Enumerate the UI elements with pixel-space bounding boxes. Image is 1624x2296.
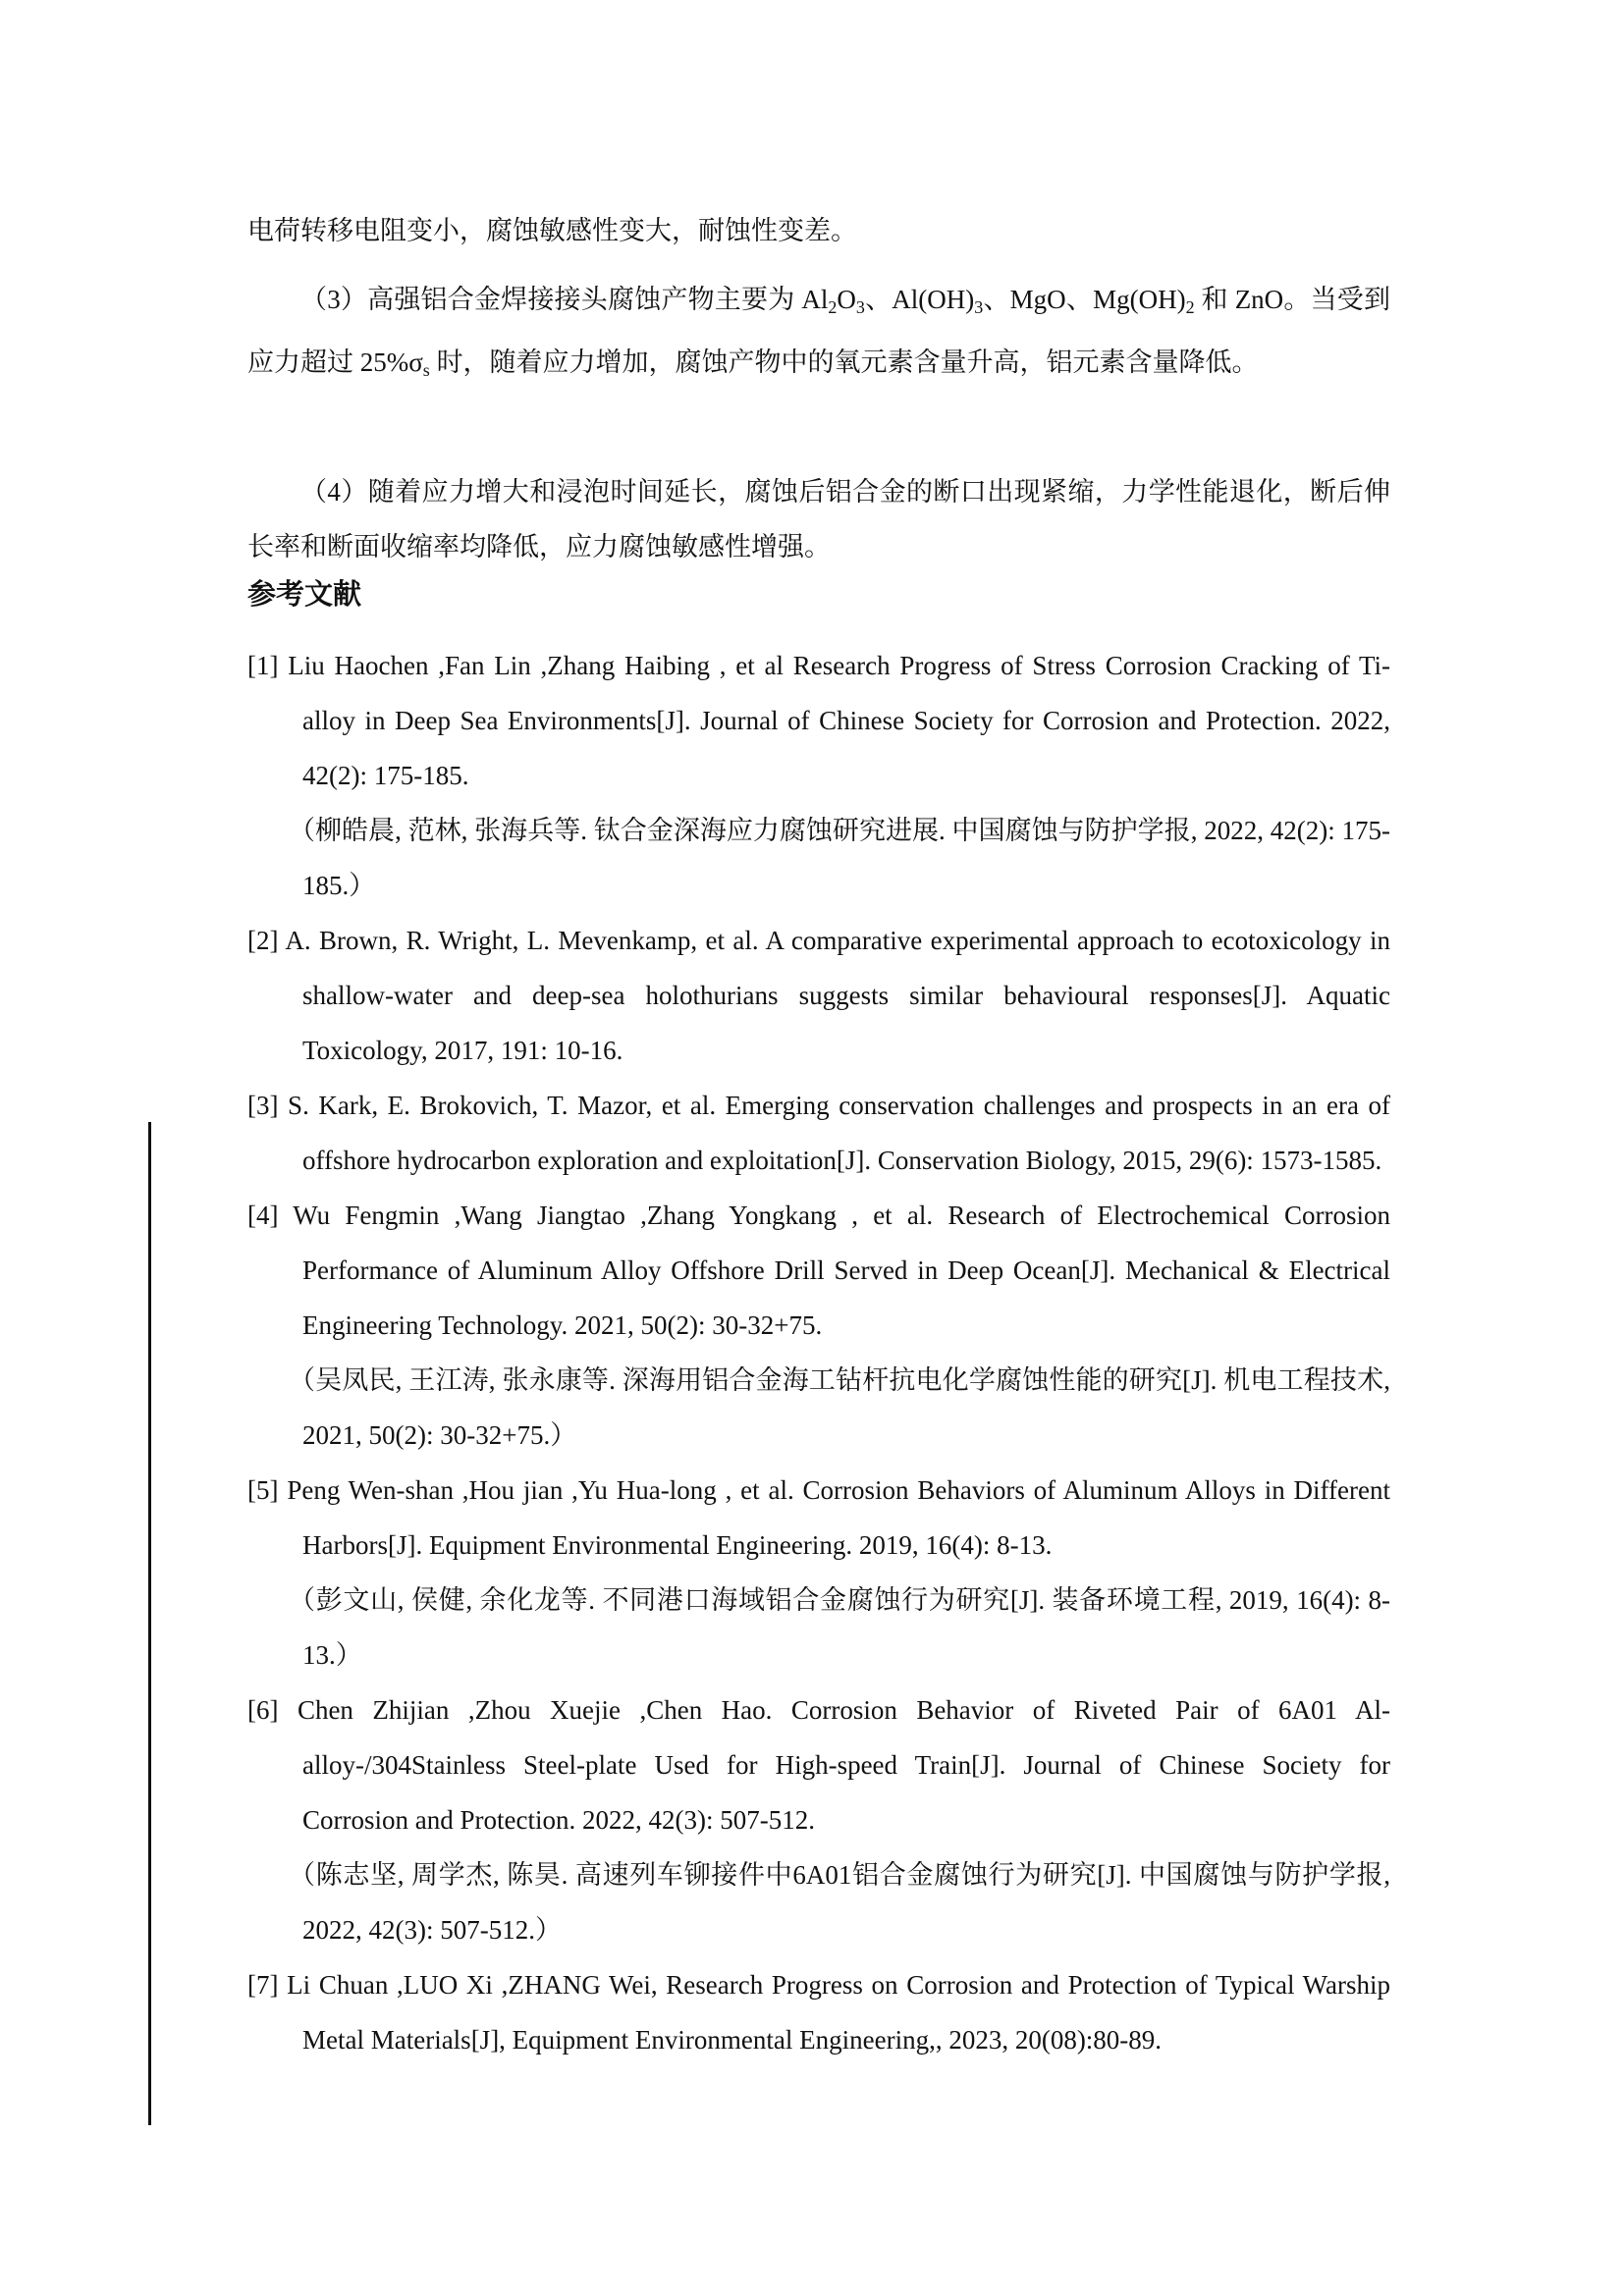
reference-item-translation: （柳皓晨, 范林, 张海兵等. 钛合金深海应力腐蚀研究进展. 中国腐蚀与防护学报, 2022, 42(2): 175-185.） xyxy=(289,816,1390,900)
para3-text: 时，随着应力增加，腐蚀产物中的氧元素含量升高，铝元素含量降低。 xyxy=(429,347,1259,377)
reference-item: [7] Li Chuan ,LUO Xi ,ZHANG Wei, Research Progress on Corrosion and Protection of Typical Warship Metal Materials[J], Equipment Environmental Engineering,, 2023, 20(08):80-89. xyxy=(247,1970,1390,2055)
subscript: s xyxy=(422,360,430,380)
change-bar xyxy=(148,1122,151,2125)
reference-list xyxy=(247,638,1390,2067)
body-paragraph-conclusion-3 xyxy=(247,272,1390,398)
reference-item-translation: （彭文山, 侯健, 余化龙等. 不同港口海域铝合金腐蚀行为研究[J]. 装备环境工程, 2019, 16(4): 8-13.） xyxy=(289,1585,1390,1670)
reference-item-translation: （陈志坚, 周学杰, 陈昊. 高速列车铆接件中6A01铝合金腐蚀行为研究[J]. 中国腐蚀与防护学报, 2022, 42(3): 507-512.） xyxy=(289,1860,1390,1945)
para3-text: 、Al(OH) xyxy=(864,285,975,314)
reference-item-translation: （吴凤民, 王江涛, 张永康等. 深海用铝合金海工钻杆抗电化学腐蚀性能的研究[J]. 机电工程技术, 2021, 50(2): 30-32+75.） xyxy=(289,1365,1390,1450)
reference-item: [3] S. Kark, E. Brokovich, T. Mazor, et al. Emerging conservation challenges and prospects in an era of offshore hydrocarbon exploration and exploitation[J]. Conservation Biology, 2015, 29(6): 1573-1585. xyxy=(247,1091,1390,1175)
para3-text: O xyxy=(837,285,856,314)
subscript: 3 xyxy=(855,297,865,317)
reference-item: [6] Chen Zhijian ,Zhou Xuejie ,Chen Hao. Corrosion Behavior of Riveted Pair of 6A01 Al-alloy-/304Stainless Steel-plate Used for High-speed Train[J]. Journal of Chinese Society for Corrosion and Protection. 2022, 42(3): 507-512. xyxy=(247,1695,1390,1835)
reference-item: [2] A. Brown, R. Wright, L. Mevenkamp, et al. A comparative experimental approach to ecotoxicology in shallow-water and deep-sea holothurians suggests similar behavioural responses[J]. Aquatic Toxicology, 2017, 191: 10-16. xyxy=(247,926,1390,1065)
body-paragraph-continuation: 电荷转移电阻变小，腐蚀敏感性变大，耐蚀性变差。 xyxy=(247,216,857,245)
reference-item: [5] Peng Wen-shan ,Hou jian ,Yu Hua-long , et al. Corrosion Behaviors of Aluminum Alloys in Different Harbors[J]. Equipment Environmental Engineering. 2019, 16(4): 8-13. xyxy=(247,1475,1390,1560)
reference-item: [4] Wu Fengmin ,Wang Jiangtao ,Zhang Yongkang , et al. Research of Electrochemical Corrosion Performance of Aluminum Alloy Offshore Drill Served in Deep Ocean[J]. Mechanical & Electrical Engineering Technology. 2021, 50(2): 30-32+75. xyxy=(247,1201,1390,1340)
references-heading: 参考文献 xyxy=(247,577,362,611)
subscript: 3 xyxy=(974,297,984,317)
para3-text: 、MgO、Mg(OH) xyxy=(983,285,1186,314)
subscript: 2 xyxy=(828,297,838,317)
subscript: 2 xyxy=(1185,297,1195,317)
body-paragraph-conclusion-4: （4）随着应力增大和浸泡时间延长，腐蚀后铝合金的断口出现紧缩，力学性能退化，断后伸长率和断面收缩率均降低，应力腐蚀敏感性增强。 xyxy=(247,477,1390,561)
para3-text: （3）高强铝合金焊接接头腐蚀产物主要为 Al xyxy=(300,285,829,314)
reference-item: [1] Liu Haochen ,Fan Lin ,Zhang Haibing , et al Research Progress of Stress Corrosion Cracking of Ti-alloy in Deep Sea Environments[J]. Journal of Chinese Society for Corrosion and Protection. 2022, 42(2): 175-185. xyxy=(247,651,1390,790)
para3-text: 和 ZnO。当受到应力超过 25%σ xyxy=(247,285,1391,377)
